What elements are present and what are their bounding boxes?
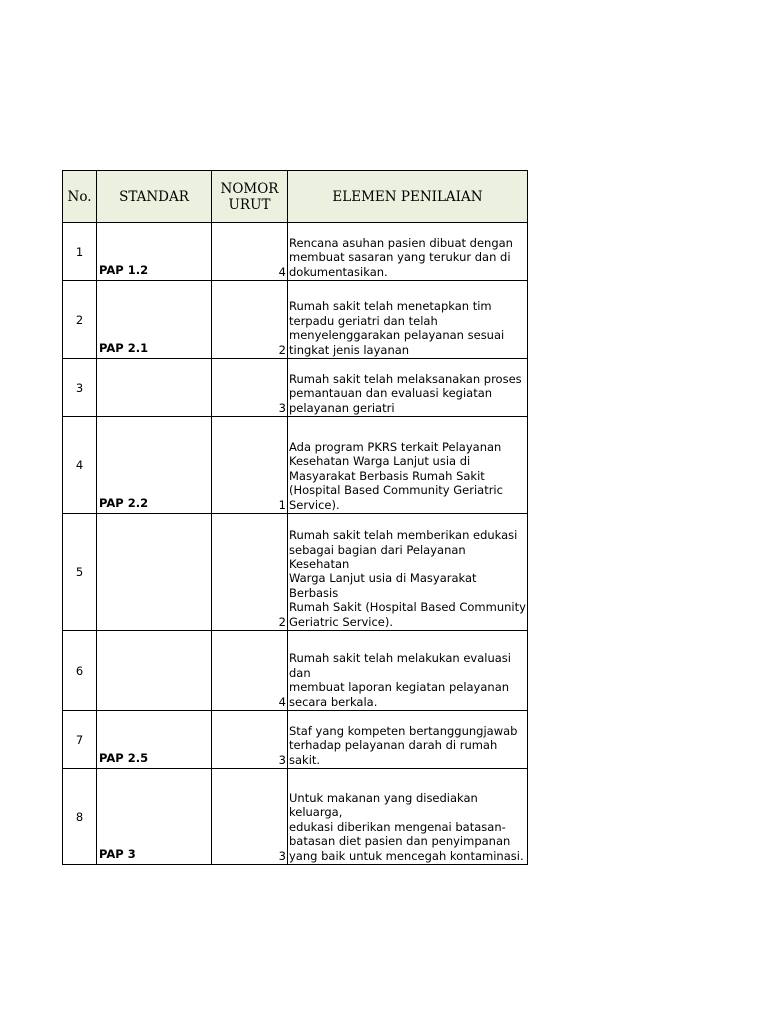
cell-standar: PAP 2.5 — [97, 711, 212, 769]
cell-elemen — [288, 417, 528, 514]
cell-no: 4 — [63, 417, 97, 514]
cell-elemen — [288, 359, 528, 417]
cell-standar: PAP 3 — [97, 769, 212, 865]
cell-nomor-urut: 3 — [212, 711, 288, 769]
cell-standar — [97, 359, 212, 417]
header-no: No. — [63, 171, 97, 223]
cell-no: 7 — [63, 711, 97, 769]
table-row — [63, 417, 528, 514]
cell-no: 6 — [63, 631, 97, 711]
cell-no: 5 — [63, 514, 97, 631]
cell-standar — [97, 631, 212, 711]
cell-no: 2 — [63, 281, 97, 359]
cell-standar — [97, 514, 212, 631]
cell-nomor-urut: 2 — [212, 281, 288, 359]
table-row — [63, 281, 528, 359]
assessment-table — [62, 170, 528, 865]
cell-elemen — [288, 514, 528, 631]
cell-no: 1 — [63, 223, 97, 281]
table-row — [63, 769, 528, 865]
elemen-text: Untuk makanan yang disediakan keluarga, edukasi diberikan mengenai batasan- batasan diet pasien dan penyimpanan yang baik untuk mencegah kontaminasi. — [289, 790, 524, 863]
cell-no: 3 — [63, 359, 97, 417]
header-elemen-penilaian: ELEMEN PENILAIAN — [288, 171, 528, 223]
header-nomor-urut — [212, 171, 288, 223]
table-row — [63, 631, 528, 711]
cell-nomor-urut: 1 — [212, 417, 288, 514]
cell-elemen — [288, 223, 528, 281]
cell-nomor-urut: 4 — [212, 223, 288, 281]
header-row — [63, 171, 528, 223]
header-nomor-line1: NOMOR — [220, 180, 279, 197]
table-row — [63, 223, 528, 281]
cell-standar: PAP 2.2 — [97, 417, 212, 514]
cell-nomor-urut: 4 — [212, 631, 288, 711]
cell-elemen — [288, 769, 528, 865]
cell-elemen — [288, 711, 528, 769]
cell-nomor-urut: 3 — [212, 769, 288, 865]
cell-elemen — [288, 281, 528, 359]
elemen-text: Staf yang kompeten bertanggungjawab terhadap pelayanan darah di rumah sakit. — [289, 723, 518, 767]
cell-no: 8 — [63, 769, 97, 865]
elemen-text: Ada program PKRS terkait Pelayanan Kesehatan Warga Lanjut usia di Masyarakat Berbasis Rumah Sakit (Hospital Based Community Geriatric Service). — [289, 439, 503, 512]
elemen-text: Rumah sakit telah melakukan evaluasi dan membuat laporan kegiatan pelayanan secara berkala. — [289, 651, 511, 709]
elemen-text: Rumah sakit telah melaksanakan proses pemantauan dan evaluasi kegiatan pelayanan geriatri — [289, 371, 522, 415]
cell-nomor-urut: 2 — [212, 514, 288, 631]
elemen-text: Rumah sakit telah memberikan edukasi sebagai bagian dari Pelayanan Kesehatan Warga Lanjut usia di Masyarakat Berbasis Rumah Sakit (Hospital Based Community Geriatric Service). — [289, 528, 526, 629]
header-standar: STANDAR — [97, 171, 212, 223]
table-row — [63, 514, 528, 631]
cell-standar: PAP 2.1 — [97, 281, 212, 359]
elemen-text: Rumah sakit telah menetapkan tim terpadu geriatri dan telah menyelenggarakan pelayanan sesuai tingkat jenis layanan — [289, 299, 505, 357]
cell-nomor-urut: 3 — [212, 359, 288, 417]
table-row — [63, 359, 528, 417]
table-row — [63, 711, 528, 769]
cell-standar: PAP 1.2 — [97, 223, 212, 281]
header-nomor-line2: URUT — [228, 196, 271, 213]
cell-elemen — [288, 631, 528, 711]
elemen-text: Rencana asuhan pasien dibuat dengan membuat sasaran yang terukur dan di dokumentasikan. — [289, 235, 513, 279]
